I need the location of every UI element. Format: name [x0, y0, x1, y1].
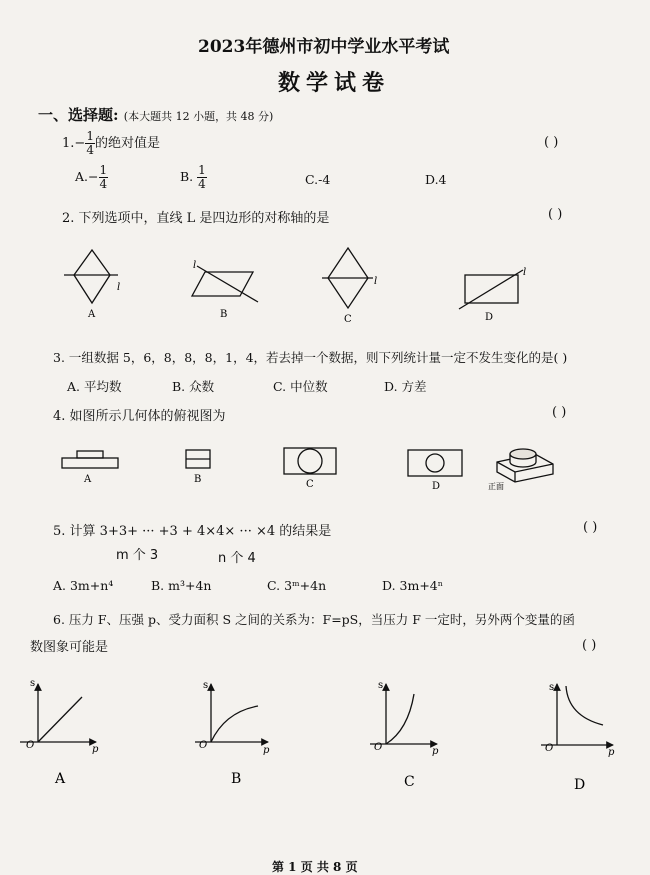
- q3-option-c[interactable]: C. 中位数: [273, 379, 328, 394]
- q6-label-c: C: [404, 774, 415, 790]
- q1-option-d[interactable]: D.4: [425, 172, 447, 187]
- q6-graph-a-origin: O: [26, 740, 35, 751]
- q4-label-b: B: [194, 474, 202, 485]
- q6-graph-c-origin: O: [374, 742, 383, 753]
- q1-option-a-den: 4: [99, 177, 108, 191]
- q6-graph-c-y-label: s: [378, 680, 384, 691]
- q2-label-c: C: [344, 314, 352, 325]
- page-footer: 第 1 页 共 8 页: [272, 860, 358, 874]
- q1-minus: −: [74, 136, 86, 151]
- q6-graph-d-y-label: s: [549, 682, 555, 693]
- q2-label-a: A: [88, 309, 96, 320]
- q2-label-b: B: [220, 309, 228, 320]
- q1-denominator: 4: [86, 143, 94, 157]
- q3-option-d[interactable]: D. 方差: [384, 379, 427, 394]
- q5-under-m: m 个 3: [116, 548, 159, 563]
- q2-figure-d-line-label: l: [523, 267, 527, 278]
- q6-label-b: B: [231, 771, 242, 787]
- q1-option-b-den: 4: [198, 177, 206, 191]
- q5-option-d[interactable]: D. 3m+4ⁿ: [382, 578, 444, 593]
- q2-answer-paren[interactable]: ( ): [548, 207, 563, 222]
- q5-answer-paren[interactable]: ( ): [583, 520, 598, 535]
- q4-front-label: 正面: [488, 482, 504, 491]
- question-4: 4. 如图所示几何体的俯视图为: [53, 409, 226, 424]
- question-6-line-1: 6. 压力 F、压强 p、受力面积 S 之间的关系为：F=pS，当压力 F 一定时，另外两个变量的函: [53, 612, 575, 627]
- q5-option-b[interactable]: B. m³+4n: [151, 578, 212, 593]
- q4-answer-paren[interactable]: ( ): [552, 405, 567, 420]
- q3-option-a[interactable]: A. 平均数: [67, 379, 122, 394]
- q1-text: 的绝对值是: [94, 136, 160, 151]
- question-2: 2. 下列选项中，直线 L 是四边形的对称轴的是: [62, 211, 330, 226]
- q1-number: 1.: [62, 136, 75, 151]
- q2-label-d: D: [485, 312, 494, 323]
- q1-option-a-num: 1: [99, 163, 108, 177]
- q6-graph-a-y-label: s: [30, 678, 36, 689]
- q6-graph-b-x-label: p: [263, 745, 270, 756]
- q1-option-a-prefix: A.: [75, 169, 89, 184]
- q1-option-b-num: 1: [198, 163, 206, 177]
- q6-answer-paren[interactable]: ( ): [582, 638, 597, 653]
- q6-graph-d-x-label: p: [608, 747, 615, 758]
- q1-option-b-prefix: B.: [180, 169, 194, 184]
- q5-option-a[interactable]: A. 3m+n⁴: [53, 578, 114, 593]
- q6-graph-b-origin: O: [199, 740, 208, 751]
- q1-answer-paren[interactable]: ( ): [544, 135, 559, 150]
- q1-numerator: 1: [86, 129, 94, 143]
- q2-figure-c-line-label: l: [374, 276, 378, 287]
- q6-graph-a: [20, 684, 96, 742]
- q6-graph-b-y-label: s: [203, 680, 209, 691]
- question-3: 3. 一组数据 5，6，8，8，8，1，4，若去掉一个数据，则下列统计量一定不发生变化的是( ): [53, 350, 568, 365]
- q6-label-d: D: [574, 777, 586, 793]
- question-5: 5. 计算 3+3+ ··· +3 + 4×4× ··· ×4 的结果是: [53, 524, 332, 539]
- q6-graph-b: [195, 684, 268, 742]
- q4-label-a: A: [84, 474, 92, 485]
- q6-graph-d: [541, 684, 613, 745]
- q6-graph-c-x-label: p: [432, 746, 439, 757]
- q1-option-a-minus: −: [88, 169, 99, 184]
- q1-option-c[interactable]: C.-4: [305, 172, 331, 187]
- q6-graph-c: [370, 684, 437, 744]
- q4-label-c: C: [306, 479, 314, 490]
- paper-subtitle: 数学试卷: [278, 70, 391, 96]
- q2-figure-a-line-label: l: [117, 282, 121, 293]
- question-6-line-2: 数图象可能是: [30, 640, 109, 655]
- q5-option-c[interactable]: C. 3ᵐ+4n: [267, 578, 327, 593]
- q2-figure-b-line-label: l: [193, 260, 197, 271]
- section-note: (本大题共 12 小题，共 48 分): [123, 110, 274, 123]
- q6-graph-a-x-label: p: [92, 744, 99, 755]
- section-title: 一、选择题:: [38, 106, 119, 124]
- q6-graph-d-origin: O: [545, 743, 554, 754]
- q4-label-d: D: [432, 481, 441, 492]
- q6-label-a: A: [55, 771, 66, 787]
- q3-option-b[interactable]: B. 众数: [172, 379, 215, 394]
- q5-under-n: n 个 4: [218, 551, 256, 566]
- exam-title: 2023年德州市初中学业水平考试: [198, 37, 450, 57]
